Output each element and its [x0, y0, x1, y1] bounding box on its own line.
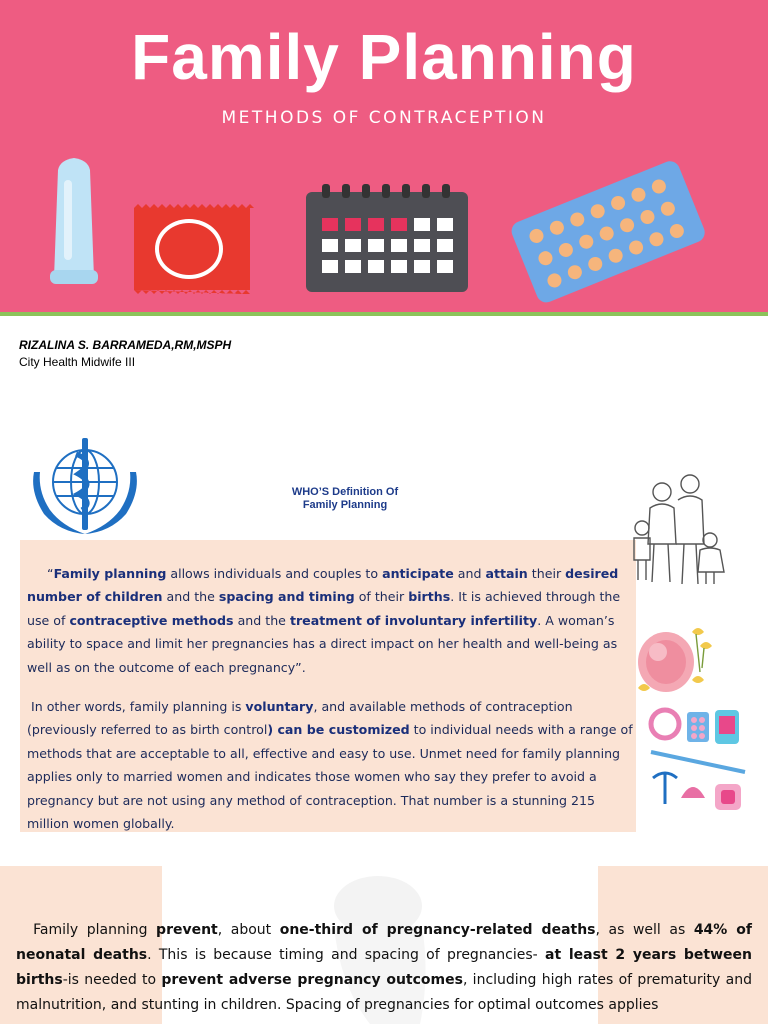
definition-paragraph-1: “Family planning allows individuals and couples to anticipate and attain their desired number of children and the spacing and timing of their births. It is achieved through the use of contraceptive methods and the treatment of involuntary infertility. A woman’s ability to space and limit her pregnancies has a direct impact on her health and well-being as well as on the outcome of each pregnancy”. — [27, 566, 621, 675]
author-role: City Health Midwife III — [19, 355, 136, 369]
definition-box — [20, 540, 636, 832]
family-illustration-icon — [628, 474, 736, 590]
condom-icon — [50, 158, 98, 284]
calendar-icon — [306, 184, 468, 292]
definition-title-line1: WHO’S Definition Of — [291, 486, 399, 498]
author-name: RIZALINA S. BARRAMEDA,RM,MSPH — [19, 338, 232, 352]
definition-title-line2: Family Planning — [302, 499, 388, 511]
condom-packet-icon — [134, 204, 254, 294]
definition-title — [240, 486, 450, 512]
banner-subtitle: METHODS OF CONTRACEPTION — [221, 108, 547, 128]
bottom-paragraph: Family planning prevent, about one-third of pregnancy-related deaths, as well as 44% of neonatal deaths. This is because timing and spacing of pregnancies- at least 2 years between births-is needed to prevent adverse pregnancy outcomes, including high rates of prematurity and malnutrition, and stunting in children. Spacing of pregnancies for optimal outcomes applies — [16, 922, 753, 1013]
fetus-illustration-icon — [630, 622, 718, 702]
header-banner — [0, 0, 768, 316]
definition-paragraph-2: In other words, family planning is voluntary, and available methods of contraception (previously referred to as birth control) can be customized to individual needs with a range of methods that are acceptable to all, effective and easy to use. Unmet need for family planning applies only to married women and indicates those women who say they prefer to avoid a pregnancy but are not using any method of contraception. That number is a stunning 215 million women globally. — [27, 699, 633, 832]
pill-pack-icon — [509, 158, 708, 305]
banner-title: Family Planning — [131, 21, 637, 93]
banner-illustration — [0, 150, 768, 312]
banner-divider — [0, 312, 768, 316]
who-logo-icon — [26, 432, 144, 538]
contraceptives-illustration-icon — [645, 706, 753, 818]
